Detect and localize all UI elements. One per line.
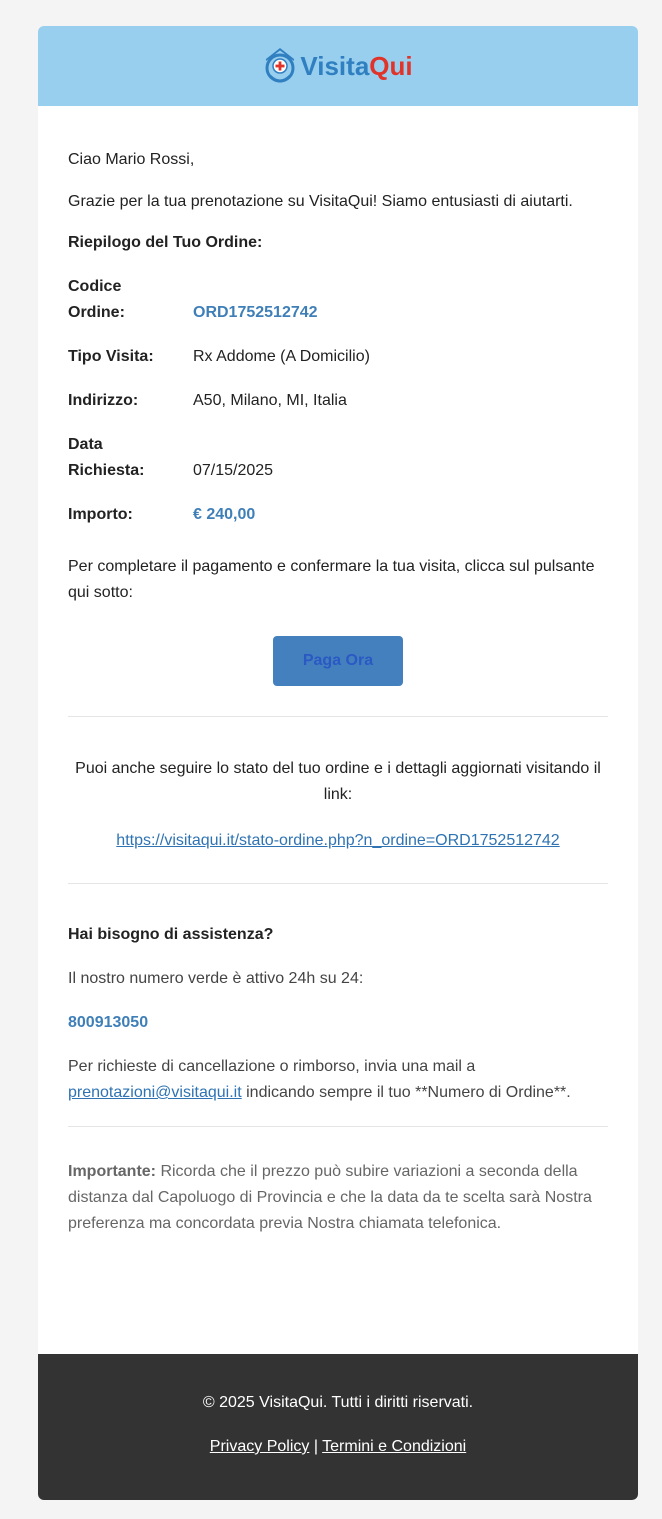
payment-instructions: Per completare il pagamento e confermare la tua visita, clicca sul pulsante qui sotto: [68, 558, 595, 601]
footer-links [38, 1438, 638, 1456]
summary-row-visit-type [68, 344, 608, 370]
tracking-link[interactable]: https://visitaqui.it/stato-ordine.php?n_ordine=ORD1752512742 [116, 832, 560, 849]
summary-row-amount [68, 502, 608, 528]
copyright-text: © 2025 VisitaQui. Tutti i diritti riservati. [202, 1394, 474, 1411]
summary-row-order-code [68, 274, 608, 326]
support-email-link[interactable]: prenotazioni@visitaqui.it [68, 1084, 242, 1101]
email-card [38, 26, 638, 1500]
email-body [38, 106, 638, 1237]
privacy-policy-link[interactable]: Privacy Policy [209, 1438, 310, 1455]
amount-value: € 240,00 [193, 506, 256, 523]
brand-logo [263, 46, 412, 86]
terms-link[interactable]: Termini e Condizioni [322, 1438, 467, 1455]
summary-label: Data Richiesta: [68, 436, 145, 479]
summary-label: Codice Ordine: [68, 278, 125, 321]
greeting: Ciao Mario Rossi, [68, 151, 195, 168]
address-value: A50, Milano, MI, Italia [193, 392, 347, 409]
summary-label: Indirizzo: [68, 392, 139, 409]
summary-title: Riepilogo del Tuo Ordine: [68, 234, 263, 251]
summary-row-date [68, 432, 608, 484]
email-footer [38, 1354, 638, 1500]
order-code-value: ORD1752512742 [193, 304, 318, 321]
note-text: Ricorda che il prezzo può subire variazioni a seconda della distanza dal Capoluogo di Provincia e che la data da te scelta sarà Nostra preferenza ma concordata previa Nostra chiamata telefonica. [68, 1163, 592, 1232]
pay-now-button[interactable]: Paga Ora [273, 636, 403, 686]
note-label: Importante: [68, 1163, 156, 1180]
email-header [38, 26, 638, 106]
pay-button-wrap [68, 636, 608, 686]
help-section [68, 884, 608, 1106]
toll-free-number[interactable]: 800913050 [68, 1014, 149, 1031]
brand-name: VisitaQui [300, 50, 413, 81]
visit-type-value: Rx Addome (A Domicilio) [193, 348, 370, 365]
important-note [68, 1127, 608, 1237]
tracking-text: Puoi anche seguire lo stato del tuo ordine e i dettagli aggiornati visitando il link: [75, 760, 601, 803]
phone-text: Il nostro numero verde è attivo 24h su 24: [68, 970, 364, 987]
summary-label: Tipo Visita: [68, 348, 154, 365]
date-value: 07/15/2025 [193, 462, 274, 479]
summary-row-address [68, 388, 608, 414]
summary-label: Importo: [68, 506, 133, 523]
tracking-section [68, 717, 608, 854]
cancellation-text: Per richieste di cancellazione o rimborso, invia una mail a prenotazioni@visitaqui.it indicando sempre il tuo **Numero di Ordine**. [68, 1058, 571, 1101]
footer-separator: | [309, 1438, 323, 1455]
house-pin-icon [263, 46, 297, 86]
help-title: Hai bisogno di assistenza? [68, 926, 274, 943]
intro-text: Grazie per la tua prenotazione su VisitaQui! Siamo entusiasti di aiutarti. [68, 193, 573, 210]
